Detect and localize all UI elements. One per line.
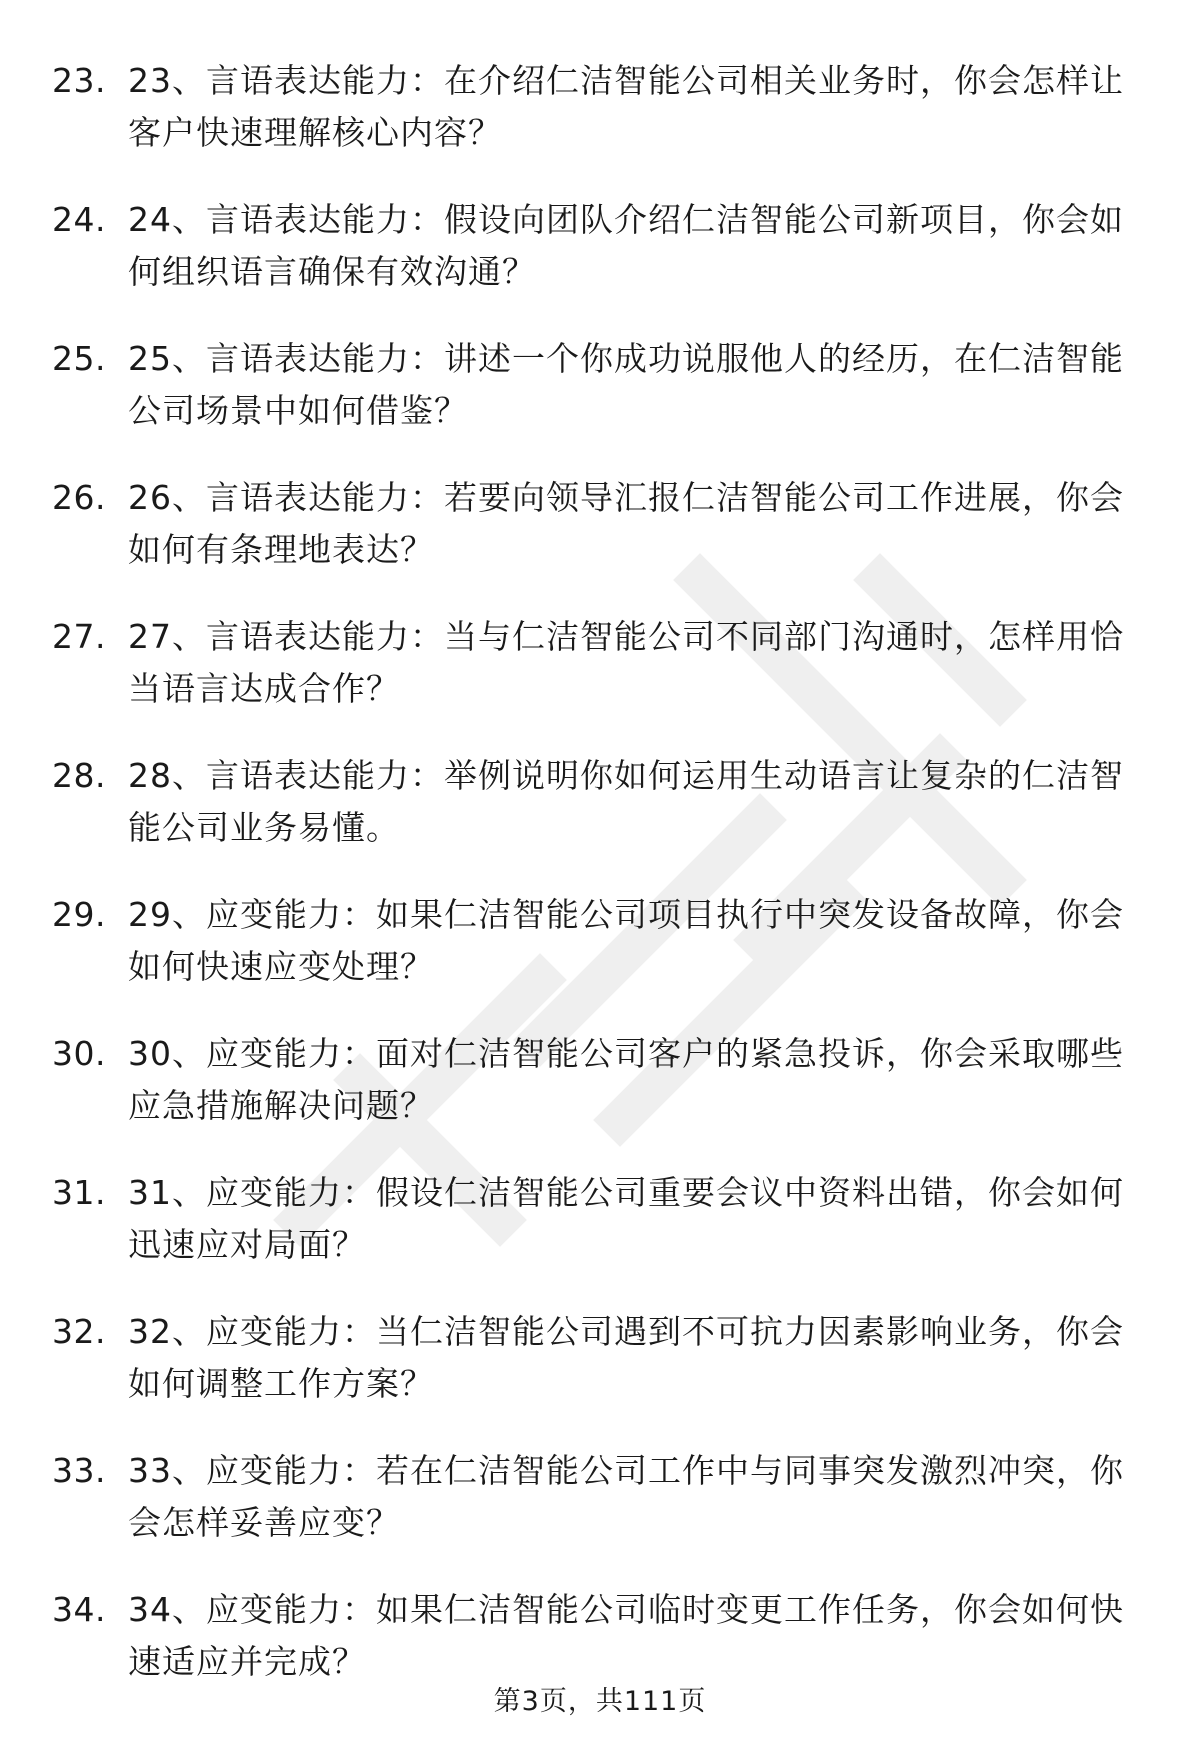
question-text: 28、言语表达能力：举例说明你如何运用生动语言让复杂的仁洁智能公司业务易懂。: [128, 756, 1124, 847]
question-number: 23.: [52, 61, 106, 100]
question-text: 29、应变能力：如果仁洁智能公司项目执行中突发设备故障，你会如何快速应变处理？: [128, 895, 1124, 986]
question-text: 32、应变能力：当仁洁智能公司遇到不可抗力因素影响业务，你会如何调整工作方案？: [128, 1312, 1124, 1403]
question-number: 32.: [52, 1312, 106, 1351]
page-number-footer: 第3页，共111页: [493, 1686, 707, 1717]
question-text: 23、言语表达能力：在介绍仁洁智能公司相关业务时，你会怎样让客户快速理解核心内容？: [128, 61, 1124, 152]
question-text: 34、应变能力：如果仁洁智能公司临时变更工作任务，你会如何快速适应并完成？: [128, 1590, 1124, 1681]
question-list: [0, 55, 1200, 1723]
list-item: [0, 333, 1200, 472]
question-number: 28.: [52, 756, 106, 795]
question-number: 25.: [52, 339, 106, 378]
question-number: 33.: [52, 1451, 106, 1490]
list-item: [0, 750, 1200, 889]
question-text: 27、言语表达能力：当与仁洁智能公司不同部门沟通时，怎样用恰当语言达成合作？: [128, 617, 1124, 708]
list-item: [0, 472, 1200, 611]
list-item: [0, 194, 1200, 333]
question-text: 24、言语表达能力：假设向团队介绍仁洁智能公司新项目，你会如何组织语言确保有效沟通？: [128, 200, 1124, 291]
question-number: 31.: [52, 1173, 106, 1212]
question-text: 33、应变能力：若在仁洁智能公司工作中与同事突发激烈冲突，你会怎样妥善应变？: [128, 1451, 1124, 1542]
question-text: 25、言语表达能力：讲述一个你成功说服他人的经历，在仁洁智能公司场景中如何借鉴？: [128, 339, 1124, 430]
list-item: [0, 611, 1200, 750]
question-text: 26、言语表达能力：若要向领导汇报仁洁智能公司工作进展，你会如何有条理地表达？: [128, 478, 1124, 569]
question-number: 29.: [52, 895, 106, 934]
list-item: [0, 889, 1200, 1028]
question-number: 24.: [52, 200, 106, 239]
question-number: 27.: [52, 617, 106, 656]
list-item: [0, 1306, 1200, 1445]
list-item: [0, 1028, 1200, 1167]
question-text: 30、应变能力：面对仁洁智能公司客户的紧急投诉，你会采取哪些应急措施解决问题？: [128, 1034, 1124, 1125]
list-item: [0, 1167, 1200, 1306]
question-number: 26.: [52, 478, 106, 517]
list-item: [0, 1445, 1200, 1584]
question-number: 34.: [52, 1590, 106, 1629]
question-text: 31、应变能力：假设仁洁智能公司重要会议中资料出错，你会如何迅速应对局面？: [128, 1173, 1124, 1264]
list-item: [0, 55, 1200, 194]
question-number: 30.: [52, 1034, 106, 1073]
